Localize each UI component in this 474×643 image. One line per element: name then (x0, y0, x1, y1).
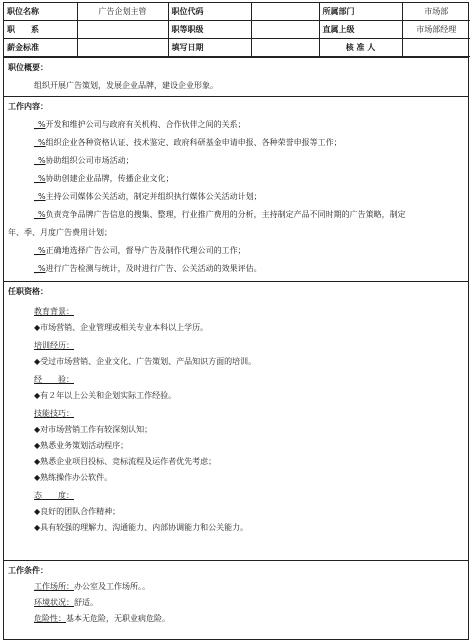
value-job-family (77, 21, 168, 39)
duty-percent: _% (34, 174, 46, 183)
work-place-text: 办公室及工作场所。。 (74, 582, 150, 591)
duty-item (34, 191, 262, 202)
duty-item (34, 245, 246, 256)
label-fill-date: 填写日期 (168, 39, 251, 57)
label-department: 所属部门 (319, 3, 402, 21)
risk-text: 基本无危险，无职业病危险。 (66, 614, 170, 623)
work-place-line (34, 581, 150, 592)
attitude-item: ◆具有较强的理解力、沟通能力、内部协调能力和公关能力。 (34, 523, 249, 532)
duty-percent: _% (34, 156, 46, 165)
experience-label: 经 验： (34, 375, 74, 384)
label-approver: 核 准 人 (319, 39, 402, 57)
label-job-family: 职 系 (4, 21, 77, 39)
job-description-form (3, 2, 469, 640)
duty-percent: _% (34, 210, 46, 219)
value-department: 市场部 (402, 3, 470, 21)
duties-title: 工作内容： (8, 102, 48, 111)
conditions-section (4, 560, 468, 630)
qualifications-section (4, 281, 468, 560)
duty-item (34, 119, 246, 130)
duty-item (34, 173, 174, 184)
duty-text: 进行广告检测与统计，及时进行广告、公关活动的效果评估。 (45, 264, 262, 273)
value-job-grade (251, 21, 319, 39)
value-position-name: 广告企划主管 (77, 3, 168, 21)
education-item: ◆市场营销、企业管理或相关专业本科以上学历。 (34, 323, 209, 332)
duty-percent: _% (34, 264, 46, 273)
duty-percent: _% (34, 246, 46, 255)
skills-label: 技能技巧： (34, 409, 74, 418)
environment-line (34, 597, 98, 608)
overview-text: 组织开展广告策划，发展企业品牌，建设企业形象。 (34, 81, 218, 90)
duty-item (34, 209, 406, 220)
experience-item: ◆有２年以上公关和企划实际工作经验。 (34, 391, 177, 400)
duty-percent: _% (34, 120, 46, 129)
training-label: 培训经历： (34, 341, 74, 350)
label-direct-supervisor: 直属上级 (319, 21, 402, 39)
duty-text: 负责竞争品牌广告信息的搜集、整理，行业推广费用的分析，主持制定产品不同时期的广告策略，制定 (45, 210, 406, 219)
duty-item (34, 155, 134, 166)
skills-item: ◆熟悉业务策划活动程序； (34, 441, 129, 450)
risk-label: 危险性： (34, 614, 66, 623)
value-position-code (251, 3, 319, 21)
education-label: 教育背景： (34, 307, 74, 316)
label-salary: 薪金标准 (4, 39, 77, 57)
attitude-label: 态 度： (34, 491, 74, 500)
header-row (4, 21, 470, 39)
label-position-name: 职位名称 (4, 3, 77, 21)
duty-text: 组织企业各种资格认证、技术鉴定、政府科研基金申请申报、各种荣誉申报等工作； (45, 138, 342, 147)
duty-text: 协助创建企业品牌，传播企业文化； (45, 174, 174, 183)
value-approver (402, 39, 470, 57)
conditions-title: 工作条件： (8, 566, 48, 575)
overview-section (4, 57, 468, 96)
environment-text: 舒适。 (74, 598, 98, 607)
header-row (4, 3, 470, 21)
risk-line (34, 613, 170, 624)
training-item: ◆受过市场营销、企业文化、广告策划、产品知识方面的培训。 (34, 357, 257, 366)
duty-item-continued (8, 227, 112, 238)
duty-text: 年、季、月度广告费用计划； (8, 228, 112, 237)
duties-section (4, 96, 468, 281)
duty-item (34, 263, 262, 274)
skills-item: ◆对市场营销工作有较深刻认知； (34, 425, 153, 434)
duty-percent: _% (34, 138, 46, 147)
value-fill-date (251, 39, 319, 57)
skills-item: ◆熟练操作办公软件。 (34, 473, 113, 482)
duty-text: 正确地选择广告公司，督导广告及制作代理公司的工作； (45, 246, 246, 255)
value-salary (77, 39, 168, 57)
duty-text: 协助组织公司市场活动； (45, 156, 134, 165)
environment-label: 环境状况： (34, 598, 74, 607)
work-place-label: 工作场所： (34, 582, 74, 591)
header-row (4, 39, 470, 57)
duty-text: 开发和维护公司与政府有关机构、合作伙伴之间的关系； (45, 120, 246, 129)
overview-title: 职位概要： (8, 63, 48, 72)
label-position-code: 职位代码 (168, 3, 251, 21)
attitude-item: ◆良好的团队合作精神； (34, 507, 121, 516)
value-direct-supervisor: 市场部经理 (402, 21, 470, 39)
label-job-grade: 职等职级 (168, 21, 251, 39)
qualifications-title: 任职资格： (8, 287, 48, 296)
duty-item (34, 137, 342, 148)
duty-percent: _% (34, 192, 46, 201)
skills-item: ◆熟悉企业项目投标、竞标流程及运作者优先考虑； (34, 457, 217, 466)
header-table (4, 3, 470, 57)
duty-text: 主持公司媒体公关活动，制定并组织执行媒体公关活动计划； (45, 192, 262, 201)
